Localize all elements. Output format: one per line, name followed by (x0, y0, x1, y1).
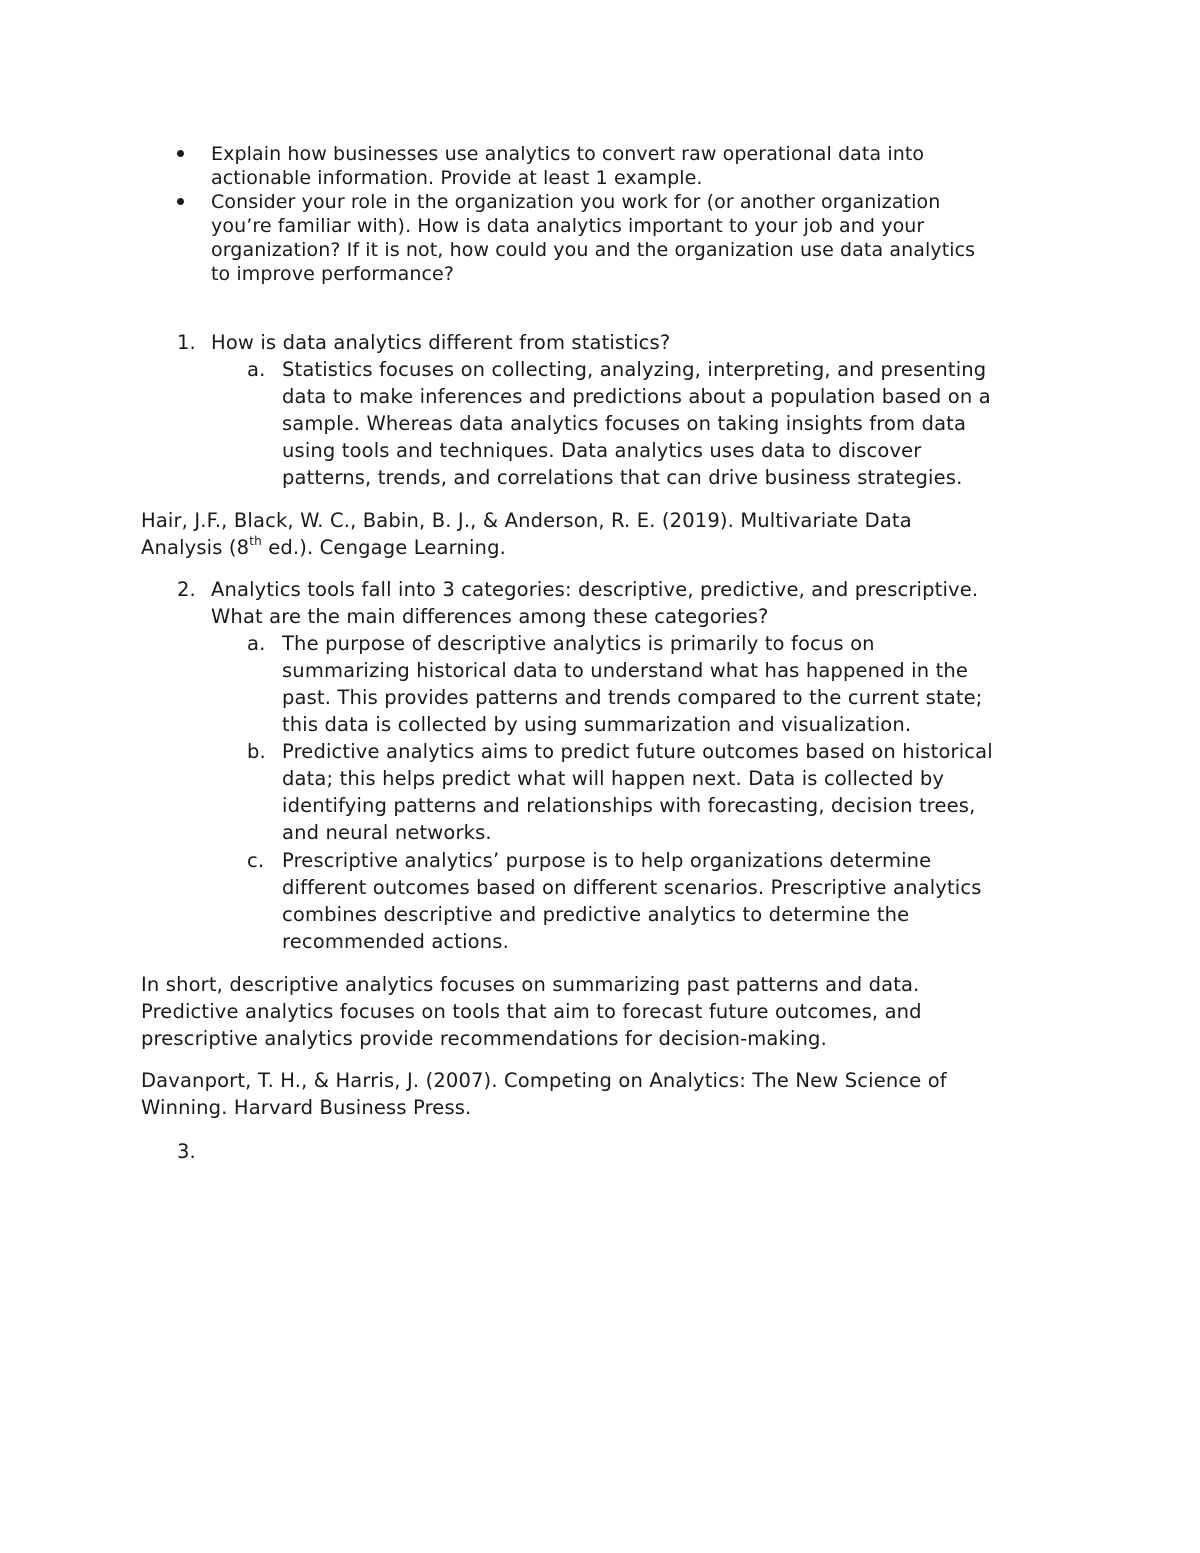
reference-line (141, 534, 912, 561)
q2-answer-b (282, 738, 993, 846)
answer-line: data; this helps predict what will happen next. Data is collected by (282, 767, 945, 790)
question-number: 3. (177, 1140, 196, 1163)
answer-line: combines descriptive and predictive analytics to determine the (282, 903, 910, 926)
answer-line: identifying patterns and relationships with forecasting, decision trees, (282, 794, 976, 817)
reference-line: Winning. Harvard Business Press. (141, 1096, 472, 1119)
answer-line: Predictive analytics aims to predict future outcomes based on historical (282, 740, 993, 763)
summary-line: In short, descriptive analytics focuses on summarizing past patterns and data. (141, 973, 920, 996)
summary-line: Predictive analytics focuses on tools that aim to forecast future outcomes, and (141, 1000, 922, 1023)
bullet-point-1 (177, 150, 184, 157)
answer-line: data to make inferences and predictions about a population based on a (282, 385, 991, 408)
answer-line: using tools and techniques. Data analytics uses data to discover (282, 439, 922, 462)
reference-text: ed.). Cengage Learning. (261, 536, 506, 559)
bullet-line: actionable information. Provide at least 1 example. (211, 167, 703, 189)
bullet-line: you’re familiar with). How is data analytics important to your job and your (211, 215, 925, 237)
bullet-point-2 (177, 198, 184, 205)
bullet-line: Explain how businesses use analytics to convert raw operational data into (211, 143, 925, 165)
reference-line: Hair, J.F., Black, W. C., Babin, B. J., & Anderson, R. E. (2019). Multivariate Data (141, 509, 912, 532)
answer-marker: a. (247, 358, 266, 381)
question-line: Analytics tools fall into 3 categories: descriptive, predictive, and prescriptive. (211, 578, 979, 601)
answer-line: Statistics focuses on collecting, analyzing, interpreting, and presenting (282, 358, 987, 381)
summary-line: prescriptive analytics provide recommendations for decision-making. (141, 1027, 827, 1050)
question-line: What are the main differences among these categories? (211, 605, 769, 628)
answer-line: past. This provides patterns and trends compared to the current state; (282, 686, 983, 709)
q2-answer-a (282, 630, 983, 738)
q1-answer-a (282, 356, 991, 491)
reference-davanport (141, 1067, 947, 1121)
reference-hair (141, 507, 912, 561)
reference-text: Analysis (8 (141, 536, 250, 559)
answer-line: different outcomes based on different scenarios. Prescriptive analytics (282, 876, 982, 899)
q2-answer-c (282, 847, 982, 955)
bullet-item-2 (211, 190, 975, 286)
bullet-item-1 (211, 142, 924, 190)
bullet-line: Consider your role in the organization you work for (or another organization (211, 191, 941, 213)
answer-marker: a. (247, 632, 266, 655)
superscript: th (249, 534, 262, 548)
answer-line: this data is collected by using summarization and visualization. (282, 713, 912, 736)
answer-line: patterns, trends, and correlations that can drive business strategies. (282, 466, 963, 489)
answer-line: The purpose of descriptive analytics is primarily to focus on (282, 632, 875, 655)
bullet-line: to improve performance? (211, 263, 455, 285)
reference-line: Davanport, T. H., & Harris, J. (2007). Competing on Analytics: The New Science of (141, 1069, 947, 1092)
answer-line: and neural networks. (282, 821, 492, 844)
summary-paragraph (141, 971, 922, 1052)
question-number: 1. (177, 331, 196, 354)
question-2-text (211, 576, 978, 630)
answer-line: summarizing historical data to understand what has happened in the (282, 659, 969, 682)
answer-marker: c. (247, 849, 265, 872)
answer-line: sample. Whereas data analytics focuses on taking insights from data (282, 412, 967, 435)
answer-line: recommended actions. (282, 930, 509, 953)
answer-line: Prescriptive analytics’ purpose is to help organizations determine (282, 849, 932, 872)
question-number: 2. (177, 578, 196, 601)
question-1-text: How is data analytics different from statistics? (211, 331, 671, 354)
answer-marker: b. (247, 740, 266, 763)
bullet-line: organization? If it is not, how could you and the organization use data analytics (211, 239, 976, 261)
